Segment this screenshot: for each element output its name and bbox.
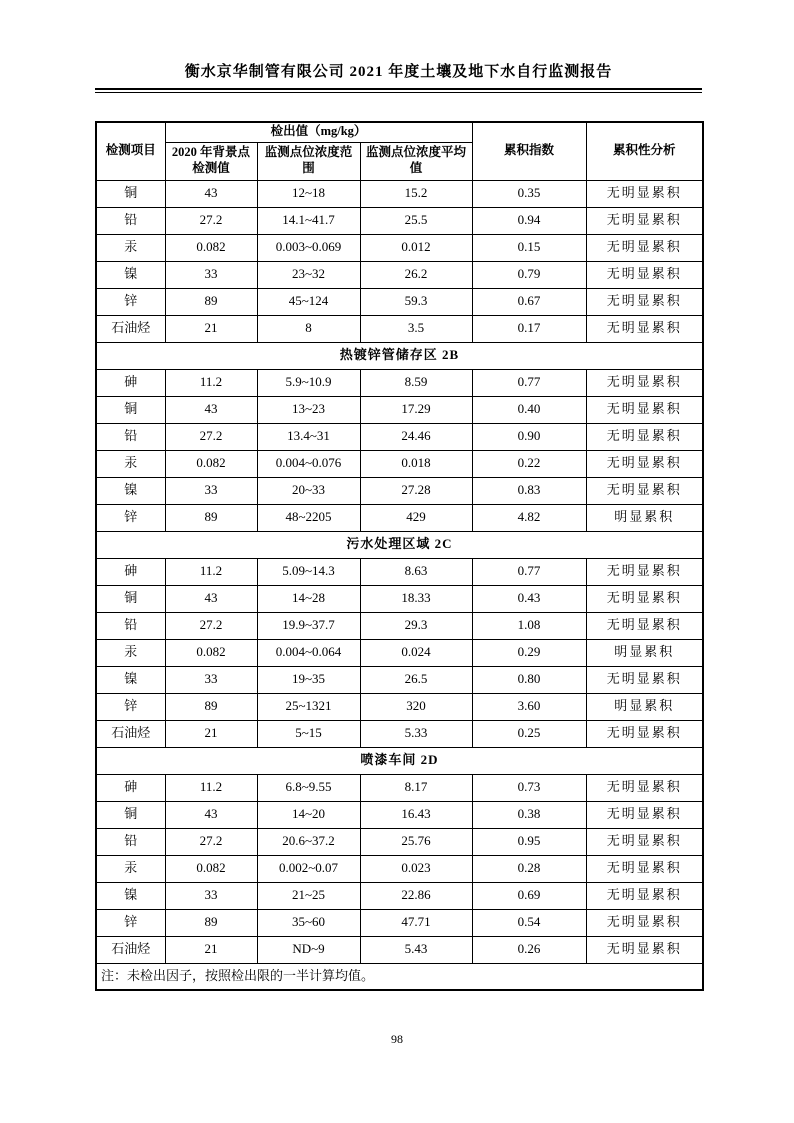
cell-index: 0.40 <box>472 396 586 423</box>
cell-item: 锌 <box>96 693 165 720</box>
cell-avg: 0.024 <box>360 639 472 666</box>
cell-analysis: 无明显累积 <box>586 477 703 504</box>
cell-index: 0.43 <box>472 585 586 612</box>
cell-bg: 0.082 <box>165 855 257 882</box>
cell-analysis: 无明显累积 <box>586 666 703 693</box>
cell-range: 21~25 <box>257 882 360 909</box>
cell-range: 0.004~0.064 <box>257 639 360 666</box>
table-body <box>96 180 703 963</box>
cell-analysis: 无明显累积 <box>586 855 703 882</box>
table-row <box>96 693 703 720</box>
cell-index: 0.77 <box>472 369 586 396</box>
cell-range: 45~124 <box>257 288 360 315</box>
table-footer <box>96 963 703 990</box>
cell-index: 1.08 <box>472 612 586 639</box>
note-row <box>96 963 703 990</box>
cell-bg: 33 <box>165 882 257 909</box>
cell-analysis: 无明显累积 <box>586 369 703 396</box>
cell-avg: 5.33 <box>360 720 472 747</box>
cell-avg: 25.76 <box>360 828 472 855</box>
cell-avg: 22.86 <box>360 882 472 909</box>
table-row <box>96 774 703 801</box>
cell-avg: 47.71 <box>360 909 472 936</box>
cell-analysis: 明显累积 <box>586 639 703 666</box>
table-row <box>96 450 703 477</box>
cell-range: 14.1~41.7 <box>257 207 360 234</box>
section-header-row <box>96 342 703 369</box>
cell-bg: 27.2 <box>165 828 257 855</box>
cell-item: 铅 <box>96 207 165 234</box>
cell-range: 0.004~0.076 <box>257 450 360 477</box>
cell-bg: 21 <box>165 936 257 963</box>
cell-bg: 0.082 <box>165 639 257 666</box>
cell-analysis: 无明显累积 <box>586 315 703 342</box>
cell-avg: 3.5 <box>360 315 472 342</box>
column-header-accumulation-analysis: 累积性分析 <box>586 122 703 180</box>
cell-range: 19.9~37.7 <box>257 612 360 639</box>
section-title: 污水处理区域 2C <box>96 531 703 558</box>
table-row <box>96 909 703 936</box>
cell-bg: 89 <box>165 504 257 531</box>
cell-bg: 0.082 <box>165 234 257 261</box>
cell-bg: 0.082 <box>165 450 257 477</box>
cell-bg: 21 <box>165 315 257 342</box>
cell-analysis: 无明显累积 <box>586 288 703 315</box>
cell-item: 镍 <box>96 882 165 909</box>
cell-avg: 29.3 <box>360 612 472 639</box>
monitoring-results-table <box>95 121 704 991</box>
cell-item: 铜 <box>96 585 165 612</box>
cell-bg: 89 <box>165 909 257 936</box>
cell-avg: 15.2 <box>360 180 472 207</box>
cell-range: 20.6~37.2 <box>257 828 360 855</box>
cell-range: 14~28 <box>257 585 360 612</box>
cell-analysis: 无明显累积 <box>586 180 703 207</box>
cell-range: 23~32 <box>257 261 360 288</box>
table-row <box>96 315 703 342</box>
cell-range: 14~20 <box>257 801 360 828</box>
cell-avg: 16.43 <box>360 801 472 828</box>
section-header-row <box>96 747 703 774</box>
cell-bg: 33 <box>165 666 257 693</box>
table-row <box>96 585 703 612</box>
cell-range: 35~60 <box>257 909 360 936</box>
cell-avg: 0.018 <box>360 450 472 477</box>
column-header-accumulation-index: 累积指数 <box>472 122 586 180</box>
table-row <box>96 828 703 855</box>
section-title: 喷漆车间 2D <box>96 747 703 774</box>
cell-index: 0.25 <box>472 720 586 747</box>
cell-item: 石油烃 <box>96 315 165 342</box>
cell-bg: 11.2 <box>165 369 257 396</box>
table-row <box>96 936 703 963</box>
cell-range: 8 <box>257 315 360 342</box>
cell-item: 砷 <box>96 558 165 585</box>
cell-item: 镍 <box>96 477 165 504</box>
cell-item: 铜 <box>96 396 165 423</box>
cell-index: 0.29 <box>472 639 586 666</box>
table-row <box>96 720 703 747</box>
cell-avg: 26.5 <box>360 666 472 693</box>
cell-item: 汞 <box>96 450 165 477</box>
table-row <box>96 180 703 207</box>
table-row <box>96 504 703 531</box>
cell-item: 锌 <box>96 909 165 936</box>
cell-avg: 17.29 <box>360 396 472 423</box>
cell-range: 5.9~10.9 <box>257 369 360 396</box>
cell-avg: 8.17 <box>360 774 472 801</box>
cell-item: 铜 <box>96 801 165 828</box>
cell-range: 48~2205 <box>257 504 360 531</box>
cell-index: 0.38 <box>472 801 586 828</box>
cell-range: 25~1321 <box>257 693 360 720</box>
cell-range: ND~9 <box>257 936 360 963</box>
cell-index: 0.28 <box>472 855 586 882</box>
cell-index: 3.60 <box>472 693 586 720</box>
cell-bg: 27.2 <box>165 612 257 639</box>
cell-item: 铅 <box>96 828 165 855</box>
cell-item: 石油烃 <box>96 720 165 747</box>
cell-analysis: 无明显累积 <box>586 828 703 855</box>
cell-index: 0.94 <box>472 207 586 234</box>
cell-item: 砷 <box>96 369 165 396</box>
cell-avg: 59.3 <box>360 288 472 315</box>
table-row <box>96 639 703 666</box>
cell-bg: 27.2 <box>165 423 257 450</box>
cell-range: 0.002~0.07 <box>257 855 360 882</box>
cell-bg: 89 <box>165 288 257 315</box>
cell-avg: 26.2 <box>360 261 472 288</box>
header-divider <box>95 88 702 93</box>
cell-analysis: 无明显累积 <box>586 234 703 261</box>
section-title: 热镀锌管储存区 2B <box>96 342 703 369</box>
cell-range: 5~15 <box>257 720 360 747</box>
column-header-item: 检测项目 <box>96 122 165 180</box>
cell-index: 0.22 <box>472 450 586 477</box>
cell-analysis: 无明显累积 <box>586 882 703 909</box>
cell-avg: 0.012 <box>360 234 472 261</box>
cell-analysis: 无明显累积 <box>586 450 703 477</box>
cell-avg: 8.59 <box>360 369 472 396</box>
cell-index: 0.79 <box>472 261 586 288</box>
cell-avg: 25.5 <box>360 207 472 234</box>
column-header-concentration-range: 监测点位浓度范围 <box>257 142 360 180</box>
cell-index: 0.17 <box>472 315 586 342</box>
cell-analysis: 无明显累积 <box>586 936 703 963</box>
cell-analysis: 明显累积 <box>586 693 703 720</box>
cell-item: 铜 <box>96 180 165 207</box>
table-header <box>96 122 703 180</box>
cell-bg: 89 <box>165 693 257 720</box>
cell-analysis: 无明显累积 <box>586 207 703 234</box>
table-row <box>96 288 703 315</box>
cell-item: 锌 <box>96 504 165 531</box>
table-row <box>96 261 703 288</box>
cell-bg: 43 <box>165 801 257 828</box>
page-number: 98 <box>391 1032 403 1046</box>
cell-item: 铅 <box>96 423 165 450</box>
cell-range: 13.4~31 <box>257 423 360 450</box>
cell-avg: 429 <box>360 504 472 531</box>
column-group-detected-value: 检出值（mg/kg） <box>165 122 472 142</box>
table-row <box>96 207 703 234</box>
cell-analysis: 明显累积 <box>586 504 703 531</box>
cell-bg: 33 <box>165 261 257 288</box>
cell-index: 0.67 <box>472 288 586 315</box>
cell-avg: 5.43 <box>360 936 472 963</box>
column-header-background-2020: 2020 年背景点检测值 <box>165 142 257 180</box>
cell-bg: 43 <box>165 585 257 612</box>
cell-index: 0.95 <box>472 828 586 855</box>
cell-range: 20~33 <box>257 477 360 504</box>
table-row <box>96 612 703 639</box>
cell-avg: 0.023 <box>360 855 472 882</box>
cell-index: 0.90 <box>472 423 586 450</box>
cell-bg: 43 <box>165 180 257 207</box>
table-row <box>96 423 703 450</box>
cell-avg: 320 <box>360 693 472 720</box>
cell-analysis: 无明显累积 <box>586 423 703 450</box>
cell-item: 镍 <box>96 666 165 693</box>
cell-bg: 21 <box>165 720 257 747</box>
cell-bg: 33 <box>165 477 257 504</box>
cell-bg: 11.2 <box>165 558 257 585</box>
table-note: 注：未检出因子，按照检出限的一半计算均值。 <box>96 963 703 990</box>
cell-index: 0.80 <box>472 666 586 693</box>
column-header-concentration-avg: 监测点位浓度平均值 <box>360 142 472 180</box>
cell-analysis: 无明显累积 <box>586 585 703 612</box>
cell-index: 0.73 <box>472 774 586 801</box>
cell-index: 0.54 <box>472 909 586 936</box>
cell-avg: 18.33 <box>360 585 472 612</box>
cell-item: 砷 <box>96 774 165 801</box>
cell-item: 锌 <box>96 288 165 315</box>
table-row <box>96 801 703 828</box>
table-row <box>96 477 703 504</box>
cell-bg: 43 <box>165 396 257 423</box>
cell-range: 19~35 <box>257 666 360 693</box>
page-title: 衡水京华制管有限公司 2021 年度土壤及地下水自行监测报告 <box>184 64 613 80</box>
cell-index: 0.26 <box>472 936 586 963</box>
cell-item: 汞 <box>96 639 165 666</box>
table-row <box>96 234 703 261</box>
cell-avg: 24.46 <box>360 423 472 450</box>
table-row <box>96 666 703 693</box>
cell-bg: 27.2 <box>165 207 257 234</box>
cell-item: 汞 <box>96 855 165 882</box>
table-row <box>96 855 703 882</box>
cell-range: 6.8~9.55 <box>257 774 360 801</box>
cell-analysis: 无明显累积 <box>586 801 703 828</box>
cell-index: 0.15 <box>472 234 586 261</box>
table-row <box>96 882 703 909</box>
cell-range: 13~23 <box>257 396 360 423</box>
cell-analysis: 无明显累积 <box>586 558 703 585</box>
cell-index: 4.82 <box>472 504 586 531</box>
cell-index: 0.83 <box>472 477 586 504</box>
cell-item: 汞 <box>96 234 165 261</box>
table-row <box>96 369 703 396</box>
table-row <box>96 396 703 423</box>
cell-index: 0.35 <box>472 180 586 207</box>
cell-item: 石油烃 <box>96 936 165 963</box>
cell-avg: 27.28 <box>360 477 472 504</box>
cell-analysis: 无明显累积 <box>586 774 703 801</box>
cell-range: 5.09~14.3 <box>257 558 360 585</box>
cell-item: 铅 <box>96 612 165 639</box>
cell-bg: 11.2 <box>165 774 257 801</box>
cell-analysis: 无明显累积 <box>586 612 703 639</box>
cell-index: 0.69 <box>472 882 586 909</box>
header-row-1 <box>96 122 703 142</box>
cell-avg: 8.63 <box>360 558 472 585</box>
cell-analysis: 无明显累积 <box>586 261 703 288</box>
cell-analysis: 无明显累积 <box>586 909 703 936</box>
section-header-row <box>96 531 703 558</box>
cell-analysis: 无明显累积 <box>586 396 703 423</box>
table-row <box>96 558 703 585</box>
cell-index: 0.77 <box>472 558 586 585</box>
cell-item: 镍 <box>96 261 165 288</box>
cell-range: 12~18 <box>257 180 360 207</box>
cell-range: 0.003~0.069 <box>257 234 360 261</box>
cell-analysis: 无明显累积 <box>586 720 703 747</box>
